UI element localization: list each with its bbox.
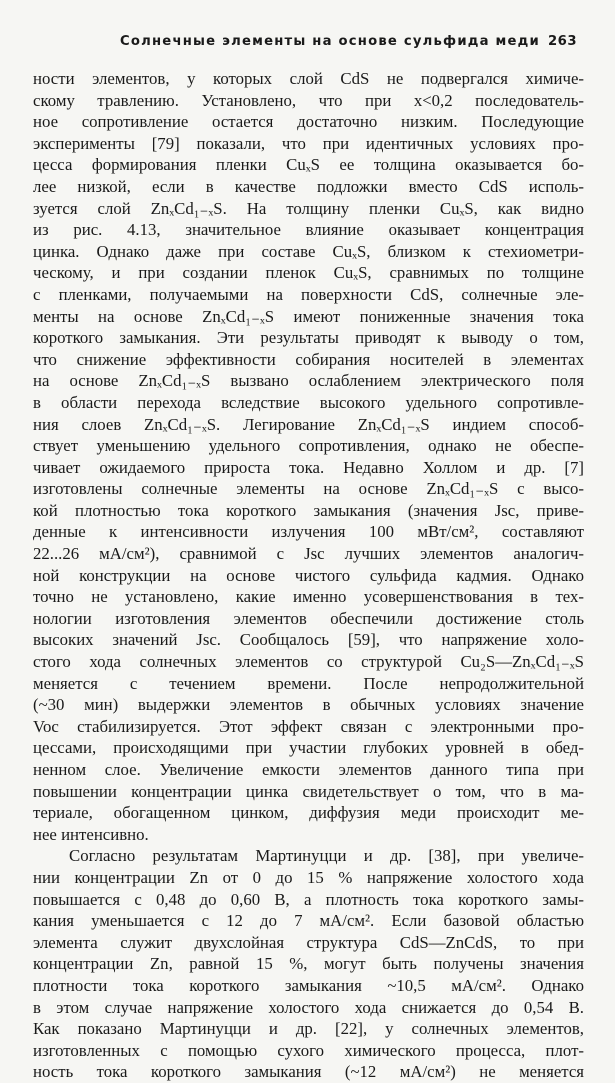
text-line: повышении концентрации цинка свидетельствует о том, что в ма-	[33, 781, 584, 801]
text-line: 22...26 мА/см²), сравнимой с Jsc лучших элементов аналогич-	[33, 544, 584, 564]
text-line: териале, обогащенном цинком, диффузия меди происходит ме-	[33, 803, 584, 823]
text-line: в области перехода вследствие высокого удельного сопротивле-	[33, 392, 584, 412]
text-line: короткого замыкания. Эти результаты приводят к выводу о том,	[33, 328, 584, 348]
text-line: что снижение эффективности собирания носителей в элементах	[33, 349, 584, 369]
page-number: 263	[547, 34, 577, 49]
text-line: ности элементов, у которых слой CdS не подвергался химиче-	[33, 69, 584, 88]
text-line: из рис. 4.13, значительное влияние оказывает концентрация	[33, 220, 584, 240]
text-line: изготовленных с помощью сухого химического процесса, плот-	[33, 1040, 584, 1060]
text-line: цесса формирования пленки CuₓS ее толщина оказывается бо-	[33, 155, 584, 175]
page-header	[36, 34, 579, 56]
text-line: чивает ожидаемого прироста тока. Недавно Холлом и др. [7]	[33, 457, 584, 477]
text-line: ния слоев ZnₓCd₁₋ₓS. Легирование ZnₓCd₁₋ₓS индием способ-	[33, 414, 584, 434]
text-line: менты на основе ZnₓCd₁₋ₓS имеют пониженные значения тока	[33, 306, 584, 326]
text-line: цинка. Однако даже при составе CuₓS, близком к стехиометри-	[33, 241, 584, 261]
text-line: в этом случае напряжение холостого хода снижается до 0,54 В.	[33, 997, 584, 1017]
text-line: эксперименты [79] показали, что при идентичных условиях про-	[33, 133, 584, 153]
text-line: нее интенсивно.	[33, 824, 149, 844]
text-line: ствует уменьшению удельного сопротивления, однако не обеспе-	[33, 436, 584, 456]
text-line: ненном слое. Увеличение емкости элементов данного типа при	[33, 760, 584, 779]
text-line: ческому, и при создании пленок CuₓS, сравнимых по толщине	[33, 263, 584, 283]
text-line: (~30 мин) выдержки элементов в обычных условиях значение	[33, 695, 584, 715]
text-line: точно не установлено, какие именно усовершенствования в тех-	[33, 587, 584, 607]
text-line: скому травлению. Установлено, что при x<0,2 последователь-	[33, 90, 584, 110]
running-title: Солнечные элементы на основе сульфида меди	[120, 34, 540, 49]
body-text	[33, 68, 584, 1083]
text-line: на основе ZnₓCd₁₋ₓS вызвано ослаблением электрического поля	[33, 371, 584, 391]
text-line: нии концентрации Zn от 0 до 15 % напряжение холостого хода	[33, 867, 584, 887]
text-line: зуется слой ZnₓCd₁₋ₓS. На толщину пленки CuₓS, как видно	[33, 198, 584, 218]
text-line: ной конструкции на основе чистого сульфида кадмия. Однако	[33, 565, 584, 585]
text-line: меняется с течением времени. После непродолжительной	[33, 673, 584, 693]
text-line: с пленками, получаемыми на поверхности CdS, солнечные эле-	[33, 284, 584, 304]
text-line: изготовлены солнечные элементы на основе ZnₓCd₁₋ₓS с высо-	[33, 479, 584, 499]
text-line: цессами, происходящими при участии глубоких уровней в обед-	[33, 738, 584, 758]
text-line: плотности тока короткого замыкания ~10,5 мА/см². Однако	[33, 975, 584, 995]
text-line: кой плотностью тока короткого замыкания (значения Jsc, приве-	[33, 500, 584, 520]
text-line: Voc стабилизируется. Этот эффект связан с электронными про-	[33, 716, 584, 736]
paragraph-2	[33, 845, 584, 1083]
text-line: денные к интенсивности излучения 100 мВт/см², составляют	[33, 522, 584, 542]
text-line: кания уменьшается с 12 до 7 мА/см². Если базовой областью	[33, 911, 584, 931]
text-line: Согласно результатам Мартинуцци и др. [38], при увеличе-	[69, 846, 584, 866]
text-line: нологии изготовления элементов обеспечили достижение столь	[33, 608, 584, 628]
text-line: лее низкой, если в качестве подложки вместо CdS исполь-	[33, 176, 584, 196]
text-line: Как показано Мартинуцци и др. [22], у солнечных элементов,	[33, 1019, 584, 1039]
text-line: высоких значений Jsc. Сообщалось [59], что напряжение холо-	[33, 630, 584, 650]
paragraph-1	[33, 68, 584, 845]
text-line: концентрации Zn, равной 15 %, могут быть получены значения	[33, 954, 584, 974]
text-line: ность тока короткого замыкания (~12 мА/см²) не меняется	[33, 1062, 584, 1082]
text-line: повышается с 0,48 до 0,60 В, а плотность тока короткого замы-	[33, 889, 584, 909]
text-line: элемента служит двухслойная структура CdS—ZnCdS, то при	[33, 932, 584, 952]
text-line: ное сопротивление остается достаточно низким. Последующие	[33, 112, 584, 132]
text-line: стого хода солнечных элементов со структурой Cu₂S—ZnₓCd₁₋ₓS	[33, 652, 584, 672]
